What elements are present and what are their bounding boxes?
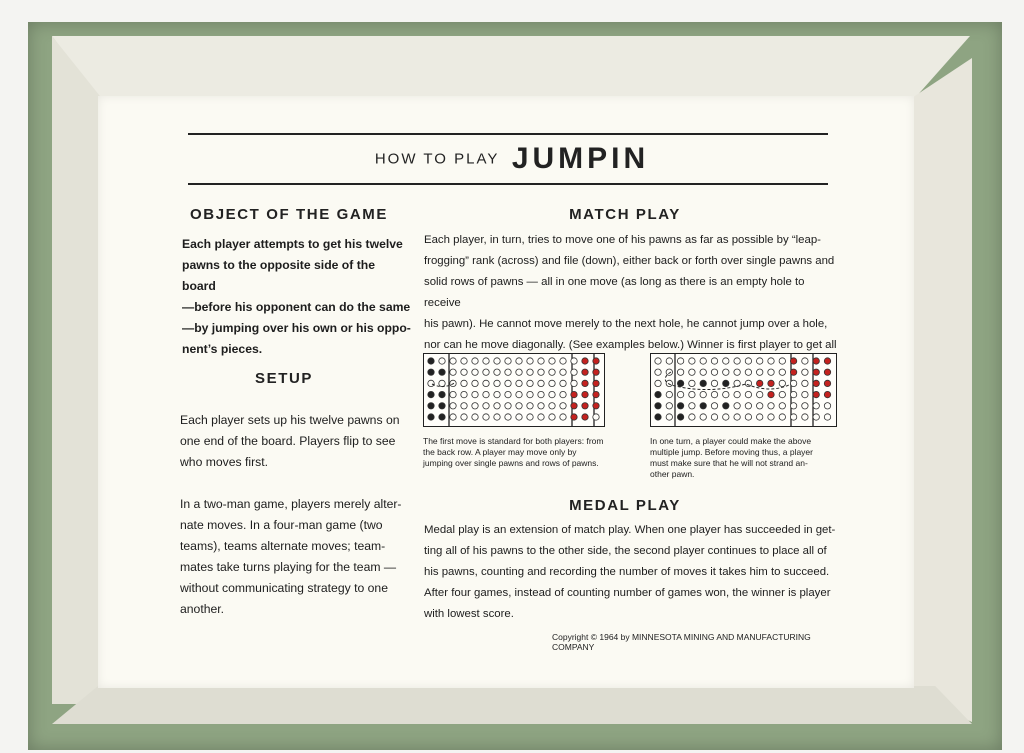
caption-line: The first move is standard for both players: from	[423, 436, 604, 446]
medal-line: his pawns, counting and recording the number of moves it takes him to succeed.	[424, 566, 830, 578]
pawn	[428, 414, 434, 420]
hole	[677, 358, 683, 364]
hole	[450, 369, 456, 375]
match-heading: MATCH PLAY	[569, 206, 681, 223]
hole	[549, 391, 555, 397]
pawn	[428, 391, 434, 397]
pawn	[428, 403, 434, 409]
medal-line: ting all of his pawns to the other side, the second player continues to place all of	[424, 545, 827, 557]
hole	[527, 358, 533, 364]
pawn	[571, 414, 577, 420]
pawn	[790, 358, 796, 364]
caption-right	[650, 436, 850, 480]
hole	[711, 414, 717, 420]
pawn	[757, 380, 763, 386]
hole	[711, 358, 717, 364]
object-heading: OBJECT OF THE GAME	[190, 206, 388, 223]
hole	[516, 414, 522, 420]
pawn	[768, 380, 774, 386]
hole	[711, 403, 717, 409]
hole	[802, 358, 808, 364]
setup-line: nate moves. In a four-man game (two	[180, 518, 383, 532]
hole	[677, 391, 683, 397]
hole	[483, 358, 489, 364]
match-line: his pawn). He cannot move merely to the next hole, he cannot jump over a hole,	[424, 318, 828, 330]
pawn	[824, 369, 830, 375]
hole	[824, 403, 830, 409]
match-line: frogging” rank (across) and file (down), either back or forth over single pawns and	[424, 255, 835, 267]
hole	[779, 358, 785, 364]
hole	[428, 380, 434, 386]
hole	[723, 358, 729, 364]
hole	[450, 358, 456, 364]
box-wall-bottom	[52, 686, 972, 724]
setup-text-2	[180, 494, 415, 620]
board-diagram-right	[650, 353, 837, 427]
hole	[779, 403, 785, 409]
hole	[538, 391, 544, 397]
hole	[439, 380, 445, 386]
hole	[527, 380, 533, 386]
hole	[734, 358, 740, 364]
pawn	[700, 403, 706, 409]
hole	[461, 414, 467, 420]
hole	[560, 358, 566, 364]
hole	[655, 380, 661, 386]
hole	[666, 403, 672, 409]
hole	[689, 380, 695, 386]
pawn	[723, 380, 729, 386]
setup-line: mates take turns playing for the team —	[180, 560, 397, 574]
hole	[768, 358, 774, 364]
hole	[472, 391, 478, 397]
hole	[494, 403, 500, 409]
hole	[560, 403, 566, 409]
caption-line: In one turn, a player could make the above	[650, 436, 812, 446]
pawn	[593, 369, 599, 375]
hole	[549, 403, 555, 409]
hole	[516, 380, 522, 386]
hole	[802, 414, 808, 420]
pawn	[700, 380, 706, 386]
hole	[560, 369, 566, 375]
hole	[472, 358, 478, 364]
hole	[571, 358, 577, 364]
setup-heading: SETUP	[254, 370, 313, 387]
hole	[745, 391, 751, 397]
hole	[757, 403, 763, 409]
hole	[711, 380, 717, 386]
pawn	[582, 391, 588, 397]
hole	[757, 414, 763, 420]
medal-line: After four games, instead of counting number of games won, the winner is player	[424, 587, 831, 599]
pawn	[428, 369, 434, 375]
hole	[483, 391, 489, 397]
hole	[450, 414, 456, 420]
hole	[813, 414, 819, 420]
setup-line: another.	[180, 602, 225, 616]
hole	[802, 380, 808, 386]
hole	[450, 403, 456, 409]
hole	[700, 414, 706, 420]
hole	[516, 391, 522, 397]
medal-heading: MEDAL PLAY	[569, 497, 681, 514]
title-rule-bottom	[188, 183, 828, 185]
hole	[666, 369, 672, 375]
hole	[689, 369, 695, 375]
hole	[711, 391, 717, 397]
caption-line: jumping over single pawns and rows of pawns.	[423, 458, 599, 468]
hole	[779, 369, 785, 375]
pawn	[813, 358, 819, 364]
hole	[790, 403, 796, 409]
hole	[538, 369, 544, 375]
caption-line: the back row. A player may move only by	[423, 447, 577, 457]
hole	[527, 391, 533, 397]
hole	[689, 414, 695, 420]
hole	[689, 403, 695, 409]
setup-line: teams), teams alternate moves; team-	[180, 539, 386, 553]
hole	[790, 391, 796, 397]
object-line: nent’s pieces.	[182, 342, 263, 356]
hole	[711, 369, 717, 375]
match-line: nor can he move diagonally. (See examples below.) Winner is first player to get all	[424, 339, 837, 351]
hole	[790, 414, 796, 420]
hole	[549, 369, 555, 375]
pawn	[582, 369, 588, 375]
pawn	[439, 414, 445, 420]
object-line: Each player attempts to get his twelve	[182, 237, 403, 251]
hole	[538, 380, 544, 386]
hole	[802, 391, 808, 397]
hole	[757, 369, 763, 375]
hole	[813, 403, 819, 409]
hole	[677, 369, 683, 375]
hole	[571, 380, 577, 386]
hole	[745, 414, 751, 420]
pawn	[582, 403, 588, 409]
hole	[802, 403, 808, 409]
pawn	[428, 358, 434, 364]
pawn	[677, 414, 683, 420]
hole	[824, 414, 830, 420]
hole	[483, 369, 489, 375]
object-line: —before his opponent can do the same	[182, 300, 411, 314]
medal-line: Medal play is an extension of match play. When one player has succeeded in get-	[424, 524, 836, 536]
pawn	[593, 358, 599, 364]
hole	[700, 358, 706, 364]
hole	[655, 358, 661, 364]
hole	[734, 369, 740, 375]
pawn	[439, 403, 445, 409]
hole	[527, 403, 533, 409]
hole	[655, 369, 661, 375]
hole	[505, 358, 511, 364]
pawn	[655, 391, 661, 397]
hole	[483, 403, 489, 409]
setup-text-1	[180, 410, 415, 473]
hole	[439, 358, 445, 364]
hole	[494, 391, 500, 397]
hole	[505, 391, 511, 397]
caption-line: must make sure that he will not strand an-	[650, 458, 808, 468]
pawn	[439, 391, 445, 397]
hole	[666, 358, 672, 364]
hole	[768, 403, 774, 409]
hole	[734, 414, 740, 420]
pawn	[593, 391, 599, 397]
hole	[505, 380, 511, 386]
hole	[505, 414, 511, 420]
hole	[538, 358, 544, 364]
board-diagram-left	[423, 353, 605, 427]
page-title	[0, 142, 1024, 176]
hole	[516, 403, 522, 409]
hole	[768, 414, 774, 420]
pawn	[582, 414, 588, 420]
hole	[734, 391, 740, 397]
hole	[494, 380, 500, 386]
hole	[700, 369, 706, 375]
box-wall-top	[52, 36, 970, 98]
hole	[666, 380, 672, 386]
match-line: solid rows of pawns — all in one move (as long as there is an empty hole to receive	[424, 276, 805, 309]
hole	[723, 369, 729, 375]
hole	[790, 380, 796, 386]
pawn	[824, 358, 830, 364]
pawn	[593, 403, 599, 409]
hole	[779, 380, 785, 386]
medal-text	[424, 520, 844, 625]
hole	[745, 403, 751, 409]
hole	[461, 380, 467, 386]
pawn	[655, 414, 661, 420]
hole	[472, 369, 478, 375]
hole	[745, 358, 751, 364]
pawn	[813, 380, 819, 386]
pawn	[571, 403, 577, 409]
title-name: JUMPIN	[511, 142, 650, 175]
hole	[745, 380, 751, 386]
pawn	[790, 369, 796, 375]
pawn	[768, 391, 774, 397]
hole	[723, 414, 729, 420]
hole	[593, 414, 599, 420]
hole	[723, 391, 729, 397]
title-prefix: HOW TO PLAY	[374, 150, 500, 168]
pawn	[813, 369, 819, 375]
pawn	[571, 391, 577, 397]
hole	[571, 369, 577, 375]
caption-line: multiple jump. Before moving thus, a player	[650, 447, 813, 457]
hole	[549, 380, 555, 386]
hole	[666, 391, 672, 397]
hole	[560, 391, 566, 397]
pawn	[824, 380, 830, 386]
hole	[461, 403, 467, 409]
hole	[494, 414, 500, 420]
pawn	[582, 380, 588, 386]
hole	[505, 403, 511, 409]
hole	[768, 369, 774, 375]
hole	[505, 369, 511, 375]
setup-line: Each player sets up his twelve pawns on	[180, 413, 400, 427]
hole	[689, 358, 695, 364]
hole	[549, 358, 555, 364]
hole	[461, 358, 467, 364]
object-text	[182, 234, 412, 360]
copyright-notice: Copyright © 1964 by MINNESOTA MINING AND MANUFACTURING COMPANY	[552, 632, 811, 652]
setup-line: In a two-man game, players merely alter-	[180, 497, 402, 511]
title-rule-top	[188, 133, 828, 135]
hole	[494, 369, 500, 375]
caption-line: other pawn.	[650, 469, 695, 479]
hole	[527, 369, 533, 375]
hole	[745, 369, 751, 375]
hole	[538, 414, 544, 420]
hole	[472, 380, 478, 386]
hole	[734, 403, 740, 409]
hole	[527, 414, 533, 420]
caption-left	[423, 436, 623, 469]
pawn	[677, 403, 683, 409]
hole	[700, 391, 706, 397]
setup-line: without communicating strategy to one	[180, 581, 388, 595]
hole	[538, 403, 544, 409]
hole	[802, 369, 808, 375]
object-line: —by jumping over his own or his oppo-	[182, 321, 411, 335]
medal-line: with lowest score.	[424, 608, 514, 620]
pawn	[593, 380, 599, 386]
pawn	[655, 403, 661, 409]
hole	[560, 414, 566, 420]
setup-line: who moves first.	[180, 455, 269, 469]
hole	[516, 358, 522, 364]
hole	[549, 414, 555, 420]
hole	[757, 358, 763, 364]
hole	[494, 358, 500, 364]
hole	[560, 380, 566, 386]
pawn	[582, 358, 588, 364]
hole	[757, 391, 763, 397]
box-wall-left	[52, 36, 100, 704]
hole	[461, 391, 467, 397]
hole	[779, 391, 785, 397]
setup-line: one end of the board. Players flip to see	[180, 434, 396, 448]
pawn	[824, 391, 830, 397]
hole	[689, 391, 695, 397]
object-line: pawns to the opposite side of the board	[182, 258, 375, 293]
hole	[461, 369, 467, 375]
pawn	[723, 403, 729, 409]
hole	[483, 414, 489, 420]
hole	[779, 414, 785, 420]
hole	[472, 403, 478, 409]
pawn	[677, 380, 683, 386]
hole	[483, 380, 489, 386]
hole	[666, 414, 672, 420]
hole	[516, 369, 522, 375]
hole	[472, 414, 478, 420]
pawn	[439, 369, 445, 375]
match-line: Each player, in turn, tries to move one of his pawns as far as possible by “leap-	[424, 234, 821, 246]
hole	[450, 391, 456, 397]
pawn	[813, 391, 819, 397]
